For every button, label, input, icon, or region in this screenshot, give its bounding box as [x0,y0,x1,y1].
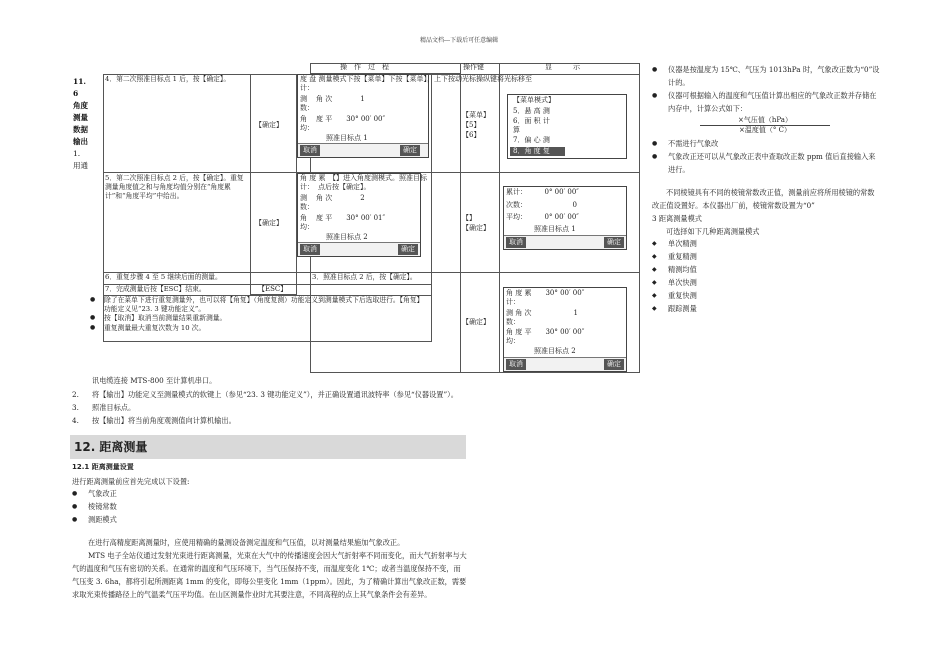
paragraph: 在进行高精度距离测量时，应使用精确的量测设备测定温度和气压值，以对测量结果施加气象改正。 [88,538,405,547]
screen-line: 均： [506,337,520,345]
right-bullets-2 [652,137,880,176]
list-text: 照准目标点。 [92,403,136,412]
prism-constant-text: 不同棱镜具有不同的棱镜常数改正值，测量前应将所用棱镜的常数改正值设置好。本仪器出厂前，棱镜常数设置为“0” [652,188,875,210]
text-line: 讯电缆连接 MTS-800 至计算机串口。 [92,376,217,385]
screen-line: 数： [300,104,314,112]
mode-item: ◆ 重复精测 [652,250,697,263]
side-heading-line: 角度 [73,101,88,110]
screen-line: 数： [300,203,314,211]
menu-item: 算 [513,126,520,134]
screen-line: 次数： 0 [506,201,577,209]
list-text: 按【输出】将当前角度观测值向计算机输出。 [92,416,236,425]
key-confirm: 【确定】 [462,318,490,326]
side-heading-tail: 用通 [73,161,88,170]
step-key: 【确定】 [255,219,283,227]
right-bullets-1 [652,63,880,115]
list-item [72,414,472,427]
settings-item: ● 气象改正 [72,487,117,500]
section-title: 12. 距离测量 [70,435,466,459]
side-heading-line: 测量 [73,113,88,122]
header-key: 操作键 [463,63,484,71]
screen-line: 角 [300,115,307,123]
formula-denominator: ×温度值（° C） [739,126,791,135]
bullet-item: ● 气象改正还可以从气象改正表中查取改正数 ppm 值后直接输入来进行。 [652,150,880,176]
screen-line: 平均： 0° 00′ 00″ [506,213,579,221]
cancel-button[interactable]: 取消 [506,359,526,370]
step-text: 4．第二次照准目标点 1 后，按【确定】。 [105,75,231,83]
screen-line: 均： [300,124,314,132]
softkey-bar [504,357,626,371]
modes-list [652,237,697,315]
list-number: 2. [72,390,79,399]
settings-item: ● 棱镜常数 [72,500,117,513]
key-menu: 【菜单】 【5】 【6】 [462,111,490,139]
mode-item: ◆ 重复快测 [652,289,697,302]
step-text: 7．完成测量后按【ESC】结束。 [105,285,206,293]
menu-item-selected[interactable]: 8．角 度 复 [510,147,565,156]
list-number: 3. [72,403,79,412]
softkey-bar [298,242,420,256]
screen-line: 均： [300,223,314,231]
side-heading-line: 1. [73,149,81,158]
screen-line: 度 平 30° 00′ 01″ [316,214,386,222]
mode-item: ◆ 精测均值 [652,263,697,276]
screen-line: 度 平 30° 00′ 00″ [316,115,386,123]
settings-list [72,487,117,526]
screen-line: 照准目标点 1 [326,134,368,142]
menu-screen [507,94,627,159]
screen-line: 照准目标点 1 [534,225,576,233]
mode-item: ◆ 单次快测 [652,276,697,289]
list-item [72,401,472,414]
mode-item: ◆ 跟踪测量 [652,302,697,315]
angle-repeat-screen-1 [503,186,627,250]
note-item: ● 按【取消】取消当前测量结果重新测量。 [90,314,430,323]
screen-line: 测 角 次 1 [506,309,578,317]
overlay-text: 度 盘 测量模式下按【菜单】下按【菜单】，上下按动光标操纵键将光标移至 [300,75,532,83]
confirm-button[interactable]: 确定 [604,359,624,370]
numbered-list [72,388,472,427]
body-text [72,536,467,601]
repeat-screen-2 [297,173,427,257]
screen-line: 照准目标点 2 [326,233,368,241]
softkey-bar [298,143,428,157]
bullet-item: ● 不需进行气象改 [652,137,880,150]
left-key-column [250,74,297,295]
step-text: 6．重复步骤 4 至 5 继续后面的测量。 [105,273,222,281]
menu-item[interactable]: 7．偏 心 测 [513,136,550,144]
menu-item[interactable]: 5．悬 高 测 [513,107,550,115]
bullet-item: ● 仪器可根据输入的温度和气压值计算出相应的气象改正数并存储在内存中，计算公式如下： [652,89,880,115]
screen-line: 照准目标点 2 [534,347,576,355]
list-item [72,388,472,401]
cancel-button[interactable]: 取消 [300,145,320,156]
confirm-button[interactable]: 确定 [400,145,420,156]
modes-intro: 可选择如下几种距离测量模式 [666,227,760,236]
step-text: 3．照准目标点 2 后，按【确定】。 [312,273,417,281]
note-item: ● 重复测量最大重复次数为 10 次。 [90,324,430,333]
notes-list [90,296,430,333]
softkey-bar [504,235,626,249]
page-header: 精品文档---下载后可任意编辑 [420,37,499,44]
side-heading-line: 11. 6 [73,77,87,98]
confirm-button[interactable]: 确定 [398,244,418,255]
cancel-button[interactable]: 取消 [300,244,320,255]
screen-line: 计： [300,84,314,92]
screen-line: 角 次 2 [316,194,365,202]
step-text: 5．第二次照准目标点 2 后，按【确定】。重复测量角度值之和与角度均值分别在“角度累计”和“角度平均”中给出。 [105,174,244,201]
menu-title: 【菜单模式】 [513,96,555,104]
list-text: 将【输出】功能定义至测量模式的软键上（参见“23. 3 键功能定义”），并正确设置通讯波特率（参见“仪器设置”）。 [92,390,458,399]
formula-numerator: ×气压值（hPa） [700,116,830,126]
subsection-line: 3 距离测量模式 [652,214,702,223]
angle-repeat-screen-2 [503,287,627,372]
mode-item: ◆ 单次精测 [652,237,697,250]
intro-text: 进行距离测量前应首先完成以下设置: [72,477,190,486]
header-display: 显 示 [545,63,580,71]
screen-line: 计： [506,298,520,306]
overlay-text: 点后按【确定】。 [318,183,371,191]
screen-line: 测 [300,194,307,202]
settings-item: ● 测距模式 [72,513,117,526]
screen-line: 角 [300,214,307,222]
overlay-text: 角 度 累 【】进入角度测模式。照准目标 [300,174,427,182]
side-heading [73,76,93,172]
list-number: 4. [72,416,79,425]
side-heading-line: 输出 [73,137,88,146]
header-op: 操 作 过 程 [340,63,389,71]
menu-item[interactable]: 6．面 积 计 [513,117,550,125]
cancel-button[interactable]: 取消 [506,237,526,248]
screen-line: 计： [300,183,314,191]
side-heading-line: 数据 [73,125,88,134]
screen-line: 角 度 累 30° 00′ 00″ [506,289,585,297]
note-item: ● 除了在菜单下进行重复测量外，也可以将【角复】（角度复测）功能定义到测量模式下后选取进行。【角复】功能定义见“23. 3 键功能定义”。 [90,296,430,314]
screen-line: 累计： 0° 00′ 00″ [506,188,579,196]
key-confirm: 【】 【确定】 [462,214,490,232]
screen-line: 角 次 1 [316,95,365,103]
confirm-button[interactable]: 确定 [604,237,624,248]
screen-line: 角 度 平 30° 00′ 00″ [506,328,585,336]
bullet-item: ● 仪器是按温度为 15℃、气压为 1013hPa 时，气象改正数为“0”设计的。 [652,63,880,89]
screen-line: 测 [300,95,307,103]
step-key: 【ESC】 [258,285,288,293]
step-key: 【确定】 [255,121,283,129]
paragraph: MTS 电子全站仪通过发射光束进行距离测量，光束在大气中的传播速度会因大气折射率不同而变化，而大气折射率与大气的温度和气压有密切的关系。在通常的温度和气压环境下，当气压保持不变，而温度变化 1℃；或者当温度保持不变，而气压变 3. 6ha，都将引起所测距离 1mm 的变化，即每公里变化 1mm（1ppm）。因此，为了精确计算出气象改正数，需要求取光束传播路径上的气温柔气压平均值。在山区测量作业时尤其要注意，不同高程的点上其气象条件会有差异。 [72,551,467,599]
formula [700,116,830,136]
screen-line: 数： [506,318,520,326]
subsection-title: 12.1 距离测量设置 [72,463,134,471]
